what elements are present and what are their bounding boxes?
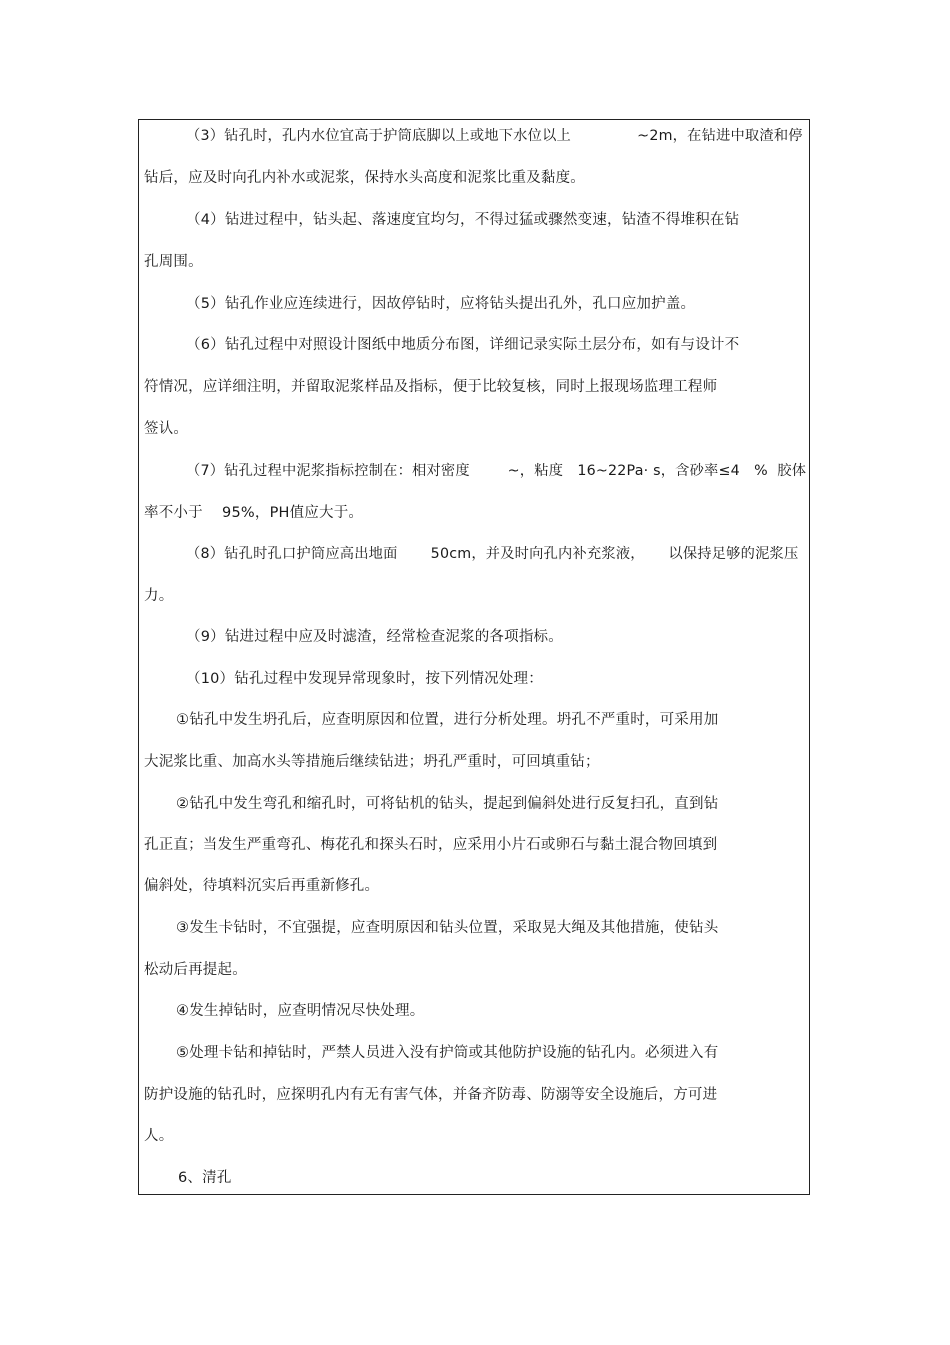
document-frame bbox=[138, 119, 810, 1195]
paragraph-line: 率不小于 95%，PH值应大于。 bbox=[144, 505, 364, 521]
paragraph-line: 孔周围。 bbox=[144, 254, 203, 270]
paragraph-line: 签认。 bbox=[144, 421, 189, 437]
paragraph-line: 防护设施的钻孔时，应探明孔内有无有害气体，并备齐防毒、防溺等安全设施后，方可进 bbox=[144, 1087, 718, 1103]
section-heading: 6、清孔 bbox=[178, 1170, 232, 1186]
paragraph-line: （10）钻孔过程中发现异常现象时，按下列情况处理： bbox=[186, 671, 543, 687]
paragraph-line: 偏斜处，待填料沉实后再重新修孔。 bbox=[144, 878, 380, 894]
paragraph-line: （8）钻孔时孔口护筒应高出地面 50cm，并及时向孔内补充浆液， 以保持足够的泥浆压 bbox=[186, 546, 799, 562]
paragraph-line: （4）钻进过程中，钻头起、落速度宜均匀，不得过猛或骤然变速，钻渣不得堆积在钻 bbox=[186, 212, 740, 228]
paragraph-line: （3）钻孔时，孔内水位宜高于护筒底脚以上或地下水位以上 ~2m，在钻进中取渣和停 bbox=[186, 128, 803, 144]
paragraph-line: （5）钻孔作业应连续进行，因故停钻时，应将钻头提出孔外，孔口应加护盖。 bbox=[186, 296, 696, 312]
paragraph-line: 力。 bbox=[144, 588, 174, 604]
paragraph-line: ③发生卡钻时，不宜强提，应查明原因和钻头位置，采取晃大绳及其他措施，使钻头 bbox=[176, 920, 719, 936]
paragraph-line: ④发生掉钻时，应查明情况尽快处理。 bbox=[176, 1003, 425, 1019]
paragraph-line: ②钻孔中发生弯孔和缩孔时，可将钻机的钻头，提起到偏斜处进行反复扫孔，直到钻 bbox=[176, 796, 719, 812]
paragraph-line: ①钻孔中发生坍孔后，应查明原因和位置，进行分析处理。坍孔不严重时，可采用加 bbox=[176, 712, 719, 728]
paragraph-line: （9）钻进过程中应及时滤渣，经常检查泥浆的各项指标。 bbox=[186, 629, 563, 645]
paragraph-line: 符情况，应详细注明，并留取泥浆样品及指标，便于比较复核，同时上报现场监理工程师 bbox=[144, 379, 718, 395]
paragraph-line: 孔正直；当发生严重弯孔、梅花孔和探头石时，应采用小片石或卵石与黏土混合物回填到 bbox=[144, 837, 718, 853]
paragraph-line: ⑤处理卡钻和掉钻时，严禁人员进入没有护筒或其他防护设施的钻孔内。必须进入有 bbox=[176, 1045, 719, 1061]
paragraph-line: （6）钻孔过程中对照设计图纸中地质分布图，详细记录实际土层分布，如有与设计不 bbox=[186, 337, 740, 353]
paragraph-line: 人。 bbox=[144, 1128, 174, 1144]
paragraph-line: 松动后再提起。 bbox=[144, 962, 247, 978]
paragraph-line: （7）钻孔过程中泥浆指标控制在：相对密度 ~，粘度 16~22Pa· s，含砂率≤4 % 胶体 bbox=[186, 463, 807, 479]
paragraph-line: 大泥浆比重、加高水头等措施后继续钻进；坍孔严重时，可回填重钻； bbox=[144, 754, 600, 770]
paragraph-line: 钻后，应及时向孔内补水或泥浆，保持水头高度和泥浆比重及黏度。 bbox=[144, 170, 585, 186]
